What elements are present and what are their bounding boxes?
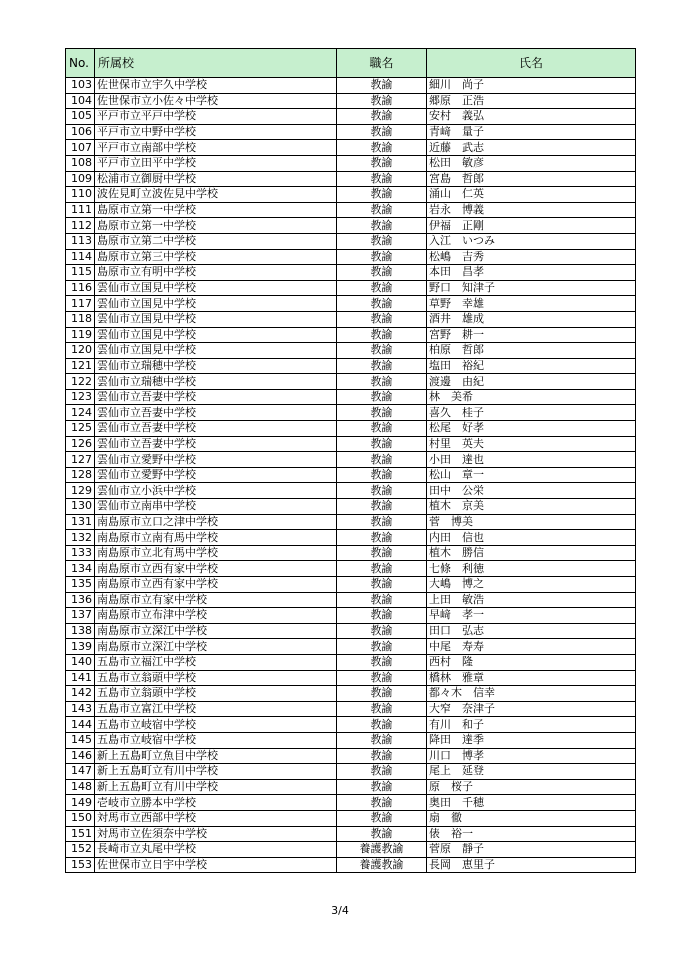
cell-no: 135 (66, 577, 95, 593)
cell-no: 127 (66, 452, 95, 468)
table-row (66, 374, 636, 390)
cell-school: 新上五島町立魚目中学校 (95, 748, 337, 764)
cell-name: 林 美希 (427, 389, 636, 405)
cell-school: 波佐見町立波佐見中学校 (95, 187, 337, 203)
cell-name: 塩田 裕紀 (427, 358, 636, 374)
cell-no: 112 (66, 218, 95, 234)
cell-title: 教諭 (337, 233, 427, 249)
cell-name: 川口 博孝 (427, 748, 636, 764)
cell-title: 教諭 (337, 421, 427, 437)
table-row (66, 436, 636, 452)
table-row (66, 810, 636, 826)
cell-no: 117 (66, 296, 95, 312)
cell-no: 123 (66, 389, 95, 405)
cell-name: 渡邊 由紀 (427, 374, 636, 390)
cell-no: 138 (66, 623, 95, 639)
cell-name: 菅 博美 (427, 514, 636, 530)
cell-no: 137 (66, 608, 95, 624)
table-row (66, 218, 636, 234)
cell-school: 南島原市立西有家中学校 (95, 577, 337, 593)
cell-name: 松山 章一 (427, 467, 636, 483)
cell-school: 南島原市立有家中学校 (95, 592, 337, 608)
table-row (66, 577, 636, 593)
cell-name: 菅原 靜子 (427, 842, 636, 858)
cell-title: 教諭 (337, 327, 427, 343)
cell-name: 原 桜子 (427, 779, 636, 795)
cell-title: 教諭 (337, 623, 427, 639)
cell-name: 扇 徹 (427, 810, 636, 826)
cell-name: 田中 公栄 (427, 483, 636, 499)
cell-title: 教諭 (337, 701, 427, 717)
cell-school: 五島市立翁頭中学校 (95, 686, 337, 702)
cell-no: 131 (66, 514, 95, 530)
table-row (66, 779, 636, 795)
cell-school: 雲仙市立国見中学校 (95, 311, 337, 327)
table-row (66, 389, 636, 405)
cell-title: 教諭 (337, 795, 427, 811)
cell-name: 植木 勝信 (427, 545, 636, 561)
table-row (66, 280, 636, 296)
cell-name: 松嶋 吉秀 (427, 249, 636, 265)
cell-title: 教諭 (337, 311, 427, 327)
cell-no: 111 (66, 202, 95, 218)
cell-title: 教諭 (337, 265, 427, 281)
cell-no: 105 (66, 109, 95, 125)
table-row (66, 842, 636, 858)
table-row (66, 639, 636, 655)
cell-no: 108 (66, 155, 95, 171)
cell-name: 植木 京美 (427, 499, 636, 515)
table-row (66, 155, 636, 171)
cell-school: 雲仙市立国見中学校 (95, 296, 337, 312)
cell-no: 107 (66, 140, 95, 156)
cell-title: 教諭 (337, 155, 427, 171)
cell-title: 教諭 (337, 779, 427, 795)
cell-school: 島原市立有明中学校 (95, 265, 337, 281)
table-row (66, 670, 636, 686)
cell-school: 南島原市立深江中学校 (95, 623, 337, 639)
cell-school: 平戸市立田平中学校 (95, 155, 337, 171)
cell-school: 雲仙市立愛野中学校 (95, 467, 337, 483)
cell-school: 新上五島町立有川中学校 (95, 779, 337, 795)
table-row (66, 701, 636, 717)
table-row (66, 499, 636, 515)
cell-name: 近藤 武志 (427, 140, 636, 156)
cell-title: 教諭 (337, 545, 427, 561)
cell-name: 俵 裕一 (427, 826, 636, 842)
table-row (66, 686, 636, 702)
table-row (66, 654, 636, 670)
cell-school: 南島原市立西有家中学校 (95, 561, 337, 577)
cell-school: 五島市立富江中学校 (95, 701, 337, 717)
cell-title: 教諭 (337, 467, 427, 483)
cell-no: 139 (66, 639, 95, 655)
table-row (66, 483, 636, 499)
table-row (66, 171, 636, 187)
cell-no: 153 (66, 857, 95, 873)
cell-name: 内田 信也 (427, 530, 636, 546)
cell-no: 150 (66, 810, 95, 826)
cell-school: 平戸市立中野中学校 (95, 124, 337, 140)
cell-name: 中尾 寿寿 (427, 639, 636, 655)
cell-name: 伊福 正剛 (427, 218, 636, 234)
cell-title: 教諭 (337, 343, 427, 359)
table-row (66, 795, 636, 811)
cell-school: 雲仙市立瑞穂中学校 (95, 358, 337, 374)
cell-name: 七條 利徳 (427, 561, 636, 577)
cell-school: 長崎市立丸尾中学校 (95, 842, 337, 858)
cell-name: 大窄 奈津子 (427, 701, 636, 717)
cell-school: 平戸市立南部中学校 (95, 140, 337, 156)
cell-school: 南島原市立口之津中学校 (95, 514, 337, 530)
cell-school: 新上五島町立有川中学校 (95, 764, 337, 780)
table-row (66, 296, 636, 312)
cell-title: 教諭 (337, 109, 427, 125)
cell-name: 奥田 千穂 (427, 795, 636, 811)
table-row (66, 124, 636, 140)
cell-school: 五島市立翁頭中学校 (95, 670, 337, 686)
cell-title: 教諭 (337, 670, 427, 686)
cell-no: 151 (66, 826, 95, 842)
page-number: 3/4 (331, 904, 349, 917)
cell-school: 五島市立岐宿中学校 (95, 717, 337, 733)
cell-no: 140 (66, 654, 95, 670)
cell-name: 橋林 雅章 (427, 670, 636, 686)
cell-title: 教諭 (337, 499, 427, 515)
cell-name: 宮島 哲郎 (427, 171, 636, 187)
cell-school: 壱岐市立勝本中学校 (95, 795, 337, 811)
cell-title: 教諭 (337, 140, 427, 156)
cell-school: 佐世保市立日宇中学校 (95, 857, 337, 873)
cell-title: 教諭 (337, 764, 427, 780)
cell-title: 教諭 (337, 202, 427, 218)
cell-name: 大嶋 博之 (427, 577, 636, 593)
cell-no: 116 (66, 280, 95, 296)
cell-school: 雲仙市立吾妻中学校 (95, 405, 337, 421)
table-row (66, 311, 636, 327)
cell-title: 教諭 (337, 748, 427, 764)
cell-name: 野口 知津子 (427, 280, 636, 296)
cell-title: 教諭 (337, 530, 427, 546)
table-row (66, 187, 636, 203)
cell-title: 教諭 (337, 436, 427, 452)
cell-title: 教諭 (337, 514, 427, 530)
cell-title: 教諭 (337, 389, 427, 405)
cell-name: 上田 敏浩 (427, 592, 636, 608)
cell-name: 田口 弘志 (427, 623, 636, 639)
cell-school: 南島原市立北有馬中学校 (95, 545, 337, 561)
cell-no: 149 (66, 795, 95, 811)
cell-title: 教諭 (337, 93, 427, 109)
table-row (66, 93, 636, 109)
cell-name: 西村 隆 (427, 654, 636, 670)
header-row (66, 49, 636, 78)
table-row (66, 343, 636, 359)
cell-no: 142 (66, 686, 95, 702)
cell-no: 106 (66, 124, 95, 140)
table-row (66, 514, 636, 530)
header-title: 職名 (337, 49, 427, 78)
header-name: 氏名 (427, 49, 636, 78)
cell-school: 島原市立第三中学校 (95, 249, 337, 265)
cell-name: 青﨑 量子 (427, 124, 636, 140)
cell-school: 南島原市立深江中学校 (95, 639, 337, 655)
cell-name: 涌山 仁英 (427, 187, 636, 203)
cell-school: 島原市立第一中学校 (95, 218, 337, 234)
table-row (66, 405, 636, 421)
cell-school: 松浦市立御厨中学校 (95, 171, 337, 187)
cell-no: 125 (66, 421, 95, 437)
table-row (66, 623, 636, 639)
cell-no: 133 (66, 545, 95, 561)
cell-name: 酒井 雄成 (427, 311, 636, 327)
table-row (66, 265, 636, 281)
cell-title: 教諭 (337, 592, 427, 608)
cell-name: 柏原 哲郎 (427, 343, 636, 359)
cell-no: 136 (66, 592, 95, 608)
cell-title: 教諭 (337, 483, 427, 499)
cell-school: 平戸市立平戸中学校 (95, 109, 337, 125)
cell-no: 148 (66, 779, 95, 795)
cell-title: 養護教諭 (337, 842, 427, 858)
cell-name: 草野 幸雄 (427, 296, 636, 312)
cell-title: 教諭 (337, 280, 427, 296)
cell-title: 教諭 (337, 249, 427, 265)
table-row (66, 530, 636, 546)
table-row (66, 717, 636, 733)
cell-no: 124 (66, 405, 95, 421)
cell-title: 教諭 (337, 218, 427, 234)
cell-title: 教諭 (337, 124, 427, 140)
cell-title: 教諭 (337, 78, 427, 94)
cell-title: 教諭 (337, 187, 427, 203)
cell-title: 教諭 (337, 405, 427, 421)
cell-title: 教諭 (337, 686, 427, 702)
cell-school: 五島市立福江中学校 (95, 654, 337, 670)
cell-no: 132 (66, 530, 95, 546)
cell-name: 長岡 恵里子 (427, 857, 636, 873)
cell-name: 有川 和子 (427, 717, 636, 733)
cell-no: 103 (66, 78, 95, 94)
cell-no: 121 (66, 358, 95, 374)
table-row (66, 249, 636, 265)
cell-title: 教諭 (337, 374, 427, 390)
cell-school: 佐世保市立小佐々中学校 (95, 93, 337, 109)
cell-no: 144 (66, 717, 95, 733)
table-row (66, 202, 636, 218)
roster-body (66, 78, 636, 873)
cell-no: 114 (66, 249, 95, 265)
cell-no: 118 (66, 311, 95, 327)
table-row (66, 140, 636, 156)
cell-name: 松田 敏彦 (427, 155, 636, 171)
cell-name: 安村 義弘 (427, 109, 636, 125)
table-row (66, 467, 636, 483)
cell-school: 雲仙市立吾妻中学校 (95, 436, 337, 452)
table-row (66, 327, 636, 343)
cell-school: 佐世保市立宇久中学校 (95, 78, 337, 94)
cell-school: 雲仙市立小浜中学校 (95, 483, 337, 499)
cell-school: 雲仙市立国見中学校 (95, 280, 337, 296)
cell-title: 教諭 (337, 577, 427, 593)
cell-no: 109 (66, 171, 95, 187)
cell-name: 喜久 桂子 (427, 405, 636, 421)
table-row (66, 545, 636, 561)
cell-name: 小田 達也 (427, 452, 636, 468)
cell-name: 岩永 博義 (427, 202, 636, 218)
cell-title: 教諭 (337, 732, 427, 748)
header-school: 所属校 (95, 49, 337, 78)
cell-no: 115 (66, 265, 95, 281)
cell-name: 早﨑 孝一 (427, 608, 636, 624)
cell-no: 147 (66, 764, 95, 780)
table-row (66, 857, 636, 873)
table-row (66, 452, 636, 468)
table-row (66, 592, 636, 608)
cell-no: 134 (66, 561, 95, 577)
cell-no: 146 (66, 748, 95, 764)
cell-name: 都々木 信幸 (427, 686, 636, 702)
cell-no: 122 (66, 374, 95, 390)
table-row (66, 732, 636, 748)
cell-name: 入江 いつみ (427, 233, 636, 249)
cell-school: 南島原市立南有馬中学校 (95, 530, 337, 546)
cell-school: 雲仙市立国見中学校 (95, 343, 337, 359)
cell-school: 雲仙市立吾妻中学校 (95, 389, 337, 405)
cell-title: 教諭 (337, 171, 427, 187)
cell-no: 120 (66, 343, 95, 359)
cell-no: 126 (66, 436, 95, 452)
table-row (66, 826, 636, 842)
cell-name: 細川 尚子 (427, 78, 636, 94)
cell-school: 雲仙市立南串中学校 (95, 499, 337, 515)
cell-name: 郷原 正浩 (427, 93, 636, 109)
table-row (66, 764, 636, 780)
cell-title: 教諭 (337, 608, 427, 624)
table-row (66, 421, 636, 437)
cell-name: 松尾 好孝 (427, 421, 636, 437)
cell-no: 145 (66, 732, 95, 748)
cell-no: 152 (66, 842, 95, 858)
cell-school: 雲仙市立吾妻中学校 (95, 421, 337, 437)
cell-no: 119 (66, 327, 95, 343)
cell-no: 113 (66, 233, 95, 249)
cell-no: 130 (66, 499, 95, 515)
cell-school: 雲仙市立愛野中学校 (95, 452, 337, 468)
cell-name: 降田 達季 (427, 732, 636, 748)
cell-title: 教諭 (337, 717, 427, 733)
cell-no: 110 (66, 187, 95, 203)
cell-no: 143 (66, 701, 95, 717)
table-row (66, 358, 636, 374)
cell-no: 141 (66, 670, 95, 686)
cell-title: 教諭 (337, 826, 427, 842)
cell-title: 教諭 (337, 296, 427, 312)
cell-school: 島原市立第二中学校 (95, 233, 337, 249)
header-no: No. (66, 49, 95, 78)
cell-school: 対馬市立佐須奈中学校 (95, 826, 337, 842)
cell-school: 雲仙市立瑞穂中学校 (95, 374, 337, 390)
cell-no: 104 (66, 93, 95, 109)
cell-title: 養護教諭 (337, 857, 427, 873)
cell-name: 宮野 耕一 (427, 327, 636, 343)
cell-title: 教諭 (337, 810, 427, 826)
cell-title: 教諭 (337, 561, 427, 577)
cell-school: 南島原市立布津中学校 (95, 608, 337, 624)
table-row (66, 109, 636, 125)
cell-school: 島原市立第一中学校 (95, 202, 337, 218)
table-row (66, 748, 636, 764)
roster-table (65, 48, 636, 873)
cell-school: 五島市立岐宿中学校 (95, 732, 337, 748)
cell-no: 128 (66, 467, 95, 483)
cell-name: 本田 昌孝 (427, 265, 636, 281)
cell-name: 村里 英夫 (427, 436, 636, 452)
table-row (66, 233, 636, 249)
cell-school: 対馬市立西部中学校 (95, 810, 337, 826)
table-row (66, 608, 636, 624)
cell-title: 教諭 (337, 654, 427, 670)
cell-title: 教諭 (337, 639, 427, 655)
cell-name: 尾上 延登 (427, 764, 636, 780)
cell-title: 教諭 (337, 358, 427, 374)
cell-title: 教諭 (337, 452, 427, 468)
cell-school: 雲仙市立国見中学校 (95, 327, 337, 343)
cell-no: 129 (66, 483, 95, 499)
table-row (66, 561, 636, 577)
table-row (66, 78, 636, 94)
